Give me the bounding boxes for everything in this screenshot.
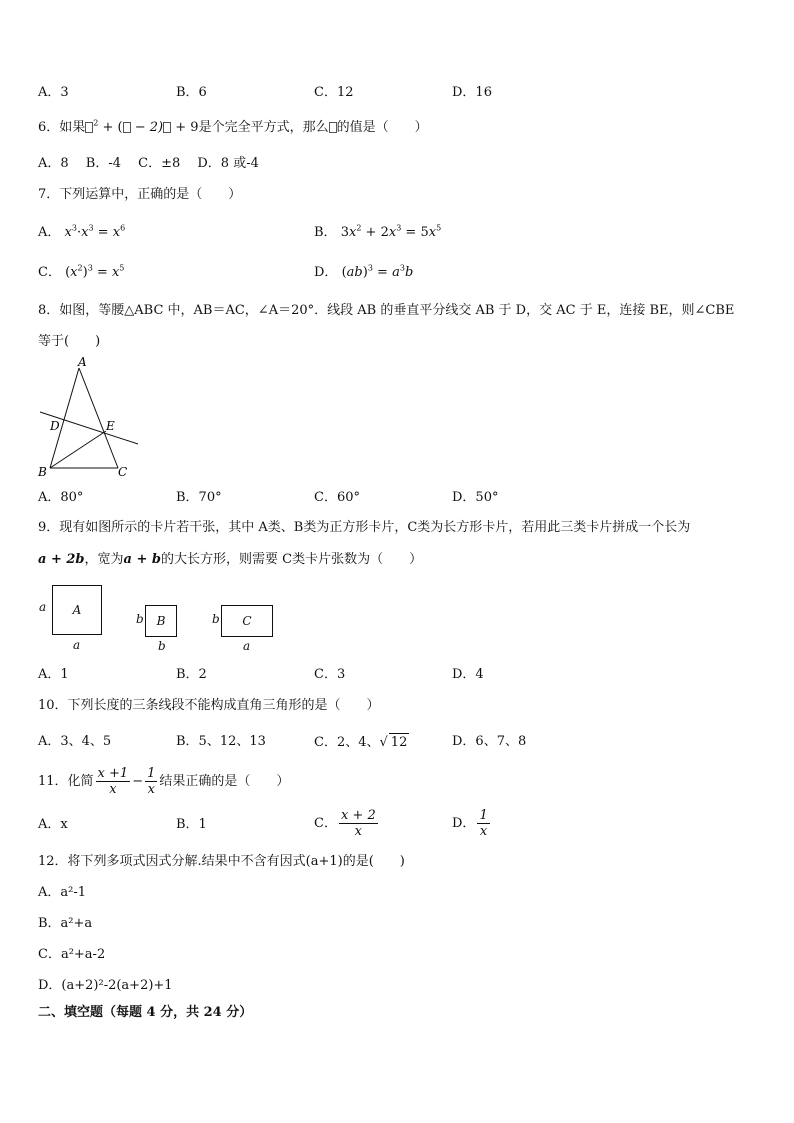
q8-option-c: C．60° (314, 490, 360, 505)
q8-option-a: A．80° (38, 490, 84, 505)
q9-card-a-label: A (72, 603, 82, 617)
q8-stem-line1: 8．如图，等腰△ABC 中，AB＝AC，∠A＝20°．线段 AB 的垂直平分线交 AB 于 D，交 AC 于 E，连接 BE，则∠CBE (38, 303, 735, 318)
q9-card-c-label: C (242, 614, 252, 628)
q9-option-b: B．2 (176, 667, 207, 682)
q10-option-c (314, 733, 409, 752)
q9-stem-line2 (38, 551, 422, 569)
q9-stem-line2-b: ，宽为 (84, 552, 124, 567)
q5-option-d: D．16 (452, 85, 492, 100)
q7-stem: 7．下列运算中，正确的是（ ） (38, 187, 242, 202)
q9-width-expr: a + b (123, 552, 161, 567)
q10-option-d: D．6、7、8 (452, 734, 527, 749)
q11-fraction-2: $\frac{1}{x}$ (147, 766, 156, 797)
q6-options: A．8 B．-4 C．±8 D．8 或-4 (38, 156, 259, 171)
q7-option-a: A． $x^3\cdot x^3 = x^6$ (38, 223, 126, 240)
q11-option-c-label: C． (314, 816, 337, 831)
q12-option-c: C．a²+a-2 (38, 947, 106, 962)
q6-stem-mid2: − 2) (134, 120, 164, 135)
q11-stem-prefix: 11．化简 (38, 774, 94, 789)
q7-option-b: B． $3x^2 + 2x^3 = 5x^5$ (314, 223, 442, 240)
q12-option-a: A．a²-1 (38, 885, 87, 900)
q8-option-b: B．70° (176, 490, 222, 505)
q8-label-c: C (118, 465, 128, 479)
q9-card-c-bottom-label: a (243, 639, 251, 653)
q10-option-a: A．3、4、5 (38, 734, 112, 749)
q7-option-d-label: D． (314, 265, 338, 280)
q6-stem-prefix: 6．如果 (38, 120, 86, 135)
q9-card-b-label: B (156, 614, 166, 628)
q10-sqrt-value: 12 (390, 735, 408, 750)
q7-option-d: D． $(ab)^3 = a^3b$ (314, 263, 414, 280)
q6-stem: 6．如果 $^2$ + ( − 2) + 9是个完全平方式，那么 的值是（ ） (38, 118, 428, 135)
q9-card-a (52, 585, 102, 635)
q9-card-b-bottom-label: b (158, 639, 166, 653)
q8-stem-line2: 等于( ) (38, 334, 101, 349)
q11-stem-suffix: 结果正确的是（ ） (159, 774, 290, 789)
q6-box-icon (329, 122, 337, 133)
q7-option-c: C． $(x^2)^3 = x^5$ (38, 263, 125, 280)
q6-stem-mid: + ( (102, 120, 123, 135)
q5-option-c: C．12 (314, 85, 354, 100)
q10-stem: 10．下列长度的三条线段不能构成直角三角形的是（ ） (38, 698, 380, 713)
q7-option-a-label: A． (38, 225, 61, 240)
q10-option-c-label: C．2、4、 (314, 735, 380, 750)
q11-option-c (314, 806, 380, 842)
q11-option-c-fraction: $\frac{x + 2}{x}$ (340, 808, 376, 839)
q11-option-d-fraction: $\frac{1}{x}$ (479, 808, 488, 839)
q6-stem-mid3: + 9是个完全平方式，那么 (175, 120, 329, 135)
q9-stem-line1: 9．现有如图所示的卡片若干张，其中 A类、B类为正方形卡片，C类为长方形卡片，若用此三类卡片拼成一个长为 (38, 520, 691, 535)
q7-option-b-label: B． (314, 225, 337, 240)
q9-option-a: A．1 (38, 667, 69, 682)
section-2-title: 二、填空题（每题 4 分，共 24 分） (38, 1005, 253, 1020)
q9-card-c-side-label: b (212, 612, 220, 626)
q9-card-a-side-label: a (39, 600, 47, 614)
q11-option-b: B．1 (176, 817, 207, 832)
q9-card-b-side-label: b (136, 612, 144, 626)
q11-option-a: A．x (38, 817, 68, 832)
q6-box-icon (123, 122, 131, 133)
q8-option-d: D．50° (452, 490, 499, 505)
q7-option-c-label: C． (38, 265, 61, 280)
q12-stem: 12．将下列多项式因式分解.结果中不含有因式(a+1)的是( ) (38, 854, 405, 869)
q12-option-d: D．(a+2)²-2(a+2)+1 (38, 978, 173, 993)
q11-stem: 11．化简 $\frac{x +1}{x}$ − $\frac{1}{x}$ 结果正确的是（ ） (38, 766, 290, 797)
q11-fraction-1: $\frac{x +1}{x}$ (97, 766, 129, 797)
q8-triangle-figure (34, 356, 144, 482)
q9-card-a-bottom-label: a (73, 638, 81, 652)
q11-option-d-label: D． (452, 816, 476, 831)
q9-option-d: D．4 (452, 667, 484, 682)
q8-label-d: D (50, 419, 60, 433)
q9-card-c (221, 605, 273, 637)
sqrt-icon: √ (379, 735, 388, 750)
q6-box-icon (163, 122, 171, 133)
q5-option-b: B．6 (176, 85, 207, 100)
q11-option-d (452, 806, 492, 842)
q9-stem-line2-d: 的大长方形，则需要 C类卡片张数为（ ） (161, 552, 423, 567)
q9-length-expr: a + 2b (38, 552, 85, 567)
q5-option-a: A．3 (38, 85, 69, 100)
q8-label-e: E (106, 419, 115, 433)
q9-option-c: C．3 (314, 667, 346, 682)
q9-card-b (145, 605, 177, 637)
q12-option-b: B．a²+a (38, 916, 93, 931)
q8-label-a: A (78, 356, 87, 369)
q8-label-b: B (38, 465, 47, 479)
q6-stem-suffix: 的值是（ ） (336, 120, 428, 135)
q10-option-b: B．5、12、13 (176, 734, 266, 749)
